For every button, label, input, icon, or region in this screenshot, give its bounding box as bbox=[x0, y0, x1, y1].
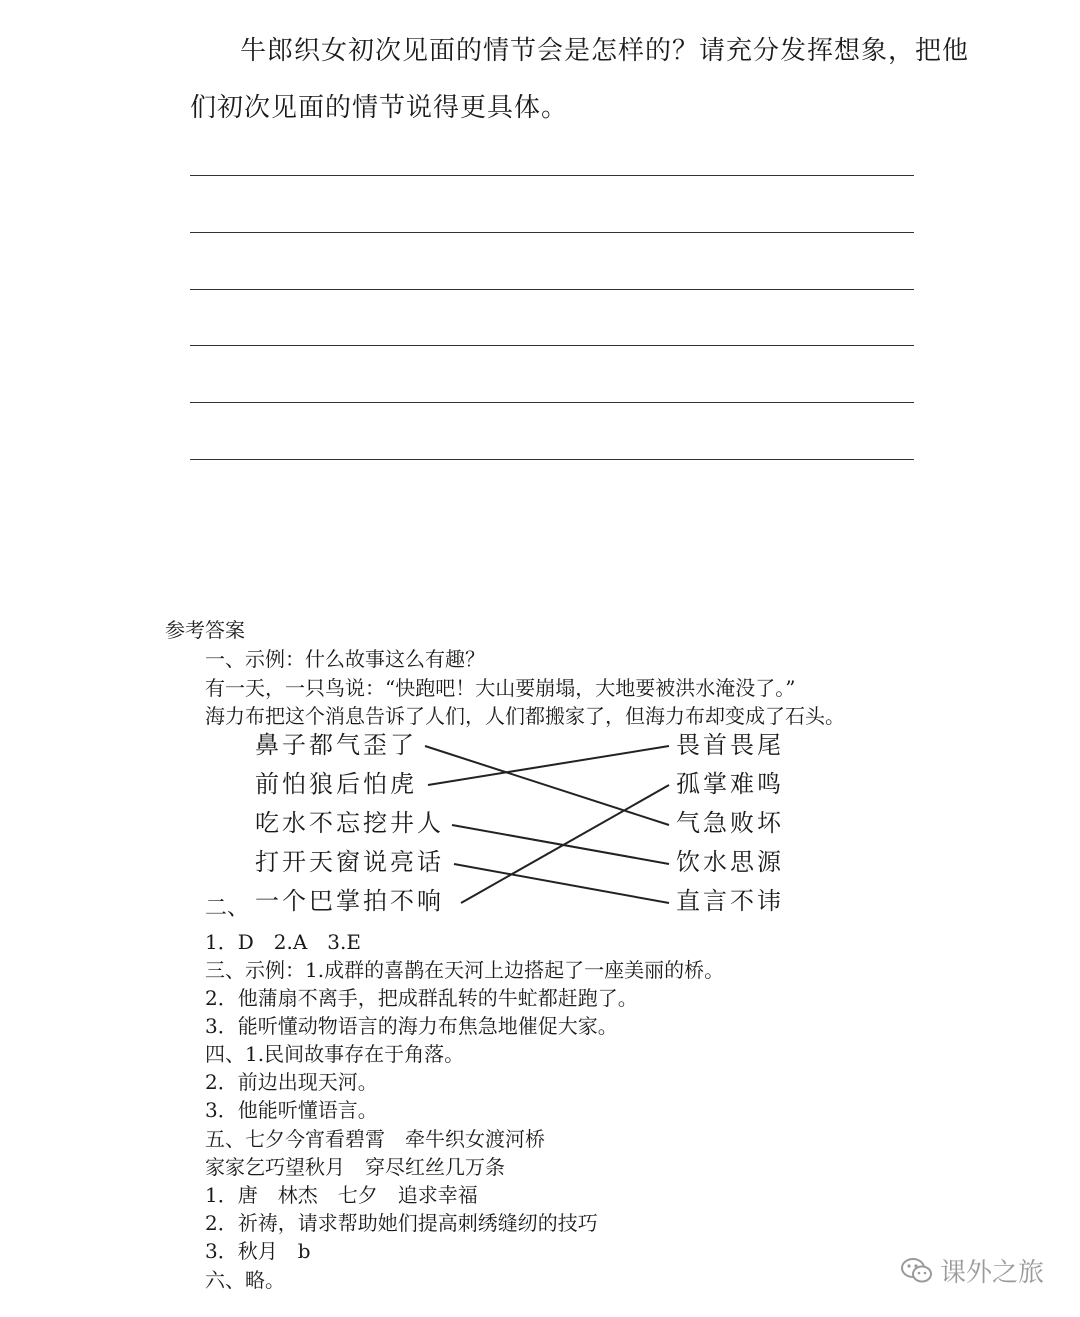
matching-connector-line bbox=[428, 746, 669, 785]
matching-right-item: 气急败坏 bbox=[676, 809, 784, 837]
answer-section-4-line-1: 四、1.民间故事存在于角落。 bbox=[205, 1042, 465, 1066]
matching-left-item: 打开天窗说亮话 bbox=[255, 848, 444, 876]
matching-connector-line bbox=[425, 746, 669, 825]
matching-connector-line bbox=[454, 864, 669, 903]
matching-connector-line bbox=[452, 825, 669, 864]
answer-section-1-title: 一、示例：什么故事这么有趣？ bbox=[205, 647, 485, 671]
answer-section-2-answers: 1．D 2.A 3.E bbox=[205, 930, 361, 954]
answer-section-5-line-4: 2．祈祷，请求帮助她们提高刺绣缝纫的技巧 bbox=[205, 1211, 598, 1235]
answer-section-5-line-2: 家家乞巧望秋月 穿尽红丝几万条 bbox=[205, 1155, 505, 1179]
answer-section-5-line-5: 3．秋月 b bbox=[205, 1239, 311, 1263]
answer-section-3-line-2: 2．他蒲扇不离手，把成群乱转的牛虻都赶跑了。 bbox=[205, 986, 638, 1010]
matching-connector-line bbox=[461, 785, 669, 903]
wechat-icon bbox=[900, 1256, 934, 1286]
matching-left-item: 吃水不忘挖井人 bbox=[255, 809, 444, 837]
matching-right-item: 孤掌难鸣 bbox=[676, 770, 784, 798]
question-prompt-line-2: 们初次见面的情节说得更具体。 bbox=[190, 93, 569, 123]
matching-left-item: 一个巴掌拍不响 bbox=[255, 887, 444, 915]
matching-left-item: 鼻子都气歪了 bbox=[255, 731, 417, 759]
matching-right-item: 直言不讳 bbox=[676, 887, 784, 915]
answer-section-2-prefix: 二、 bbox=[205, 896, 250, 921]
matching-right-item: 畏首畏尾 bbox=[676, 731, 784, 759]
matching-right-item: 饮水思源 bbox=[676, 848, 784, 876]
answer-section-5-line-1: 五、七夕今宵看碧霄 牵牛织女渡河桥 bbox=[205, 1127, 545, 1151]
watermark bbox=[900, 1252, 1044, 1289]
answer-section-6: 六、略。 bbox=[205, 1268, 285, 1292]
answer-section-1-line-3: 海力布把这个消息告诉了人们，人们都搬家了，但海力布却变成了石头。 bbox=[205, 704, 845, 728]
answer-section-3-line-3: 3．能听懂动物语言的海力布焦急地催促大家。 bbox=[205, 1014, 618, 1038]
question-prompt-line-1: 牛郎织女初次见面的情节会是怎样的？请充分发挥想象，把他 bbox=[240, 36, 970, 66]
answer-section-5-line-3: 1．唐 林杰 七夕 追求幸福 bbox=[205, 1183, 478, 1207]
answer-section-1-line-2: 有一天，一只鸟说：“快跑吧！大山要崩塌，大地要被洪水淹没了。” bbox=[205, 676, 796, 700]
watermark-text: 课外之旅 bbox=[940, 1258, 1045, 1288]
answer-section-4-line-2: 2．前边出现天河。 bbox=[205, 1070, 378, 1094]
answer-section-3-line-1: 三、示例：1.成群的喜鹊在天河上边搭起了一座美丽的桥。 bbox=[205, 958, 725, 982]
matching-left-item: 前怕狼后怕虎 bbox=[255, 770, 417, 798]
answer-key-heading: 参考答案 bbox=[165, 618, 245, 642]
answer-section-4-line-3: 3．他能听懂语言。 bbox=[205, 1098, 378, 1122]
